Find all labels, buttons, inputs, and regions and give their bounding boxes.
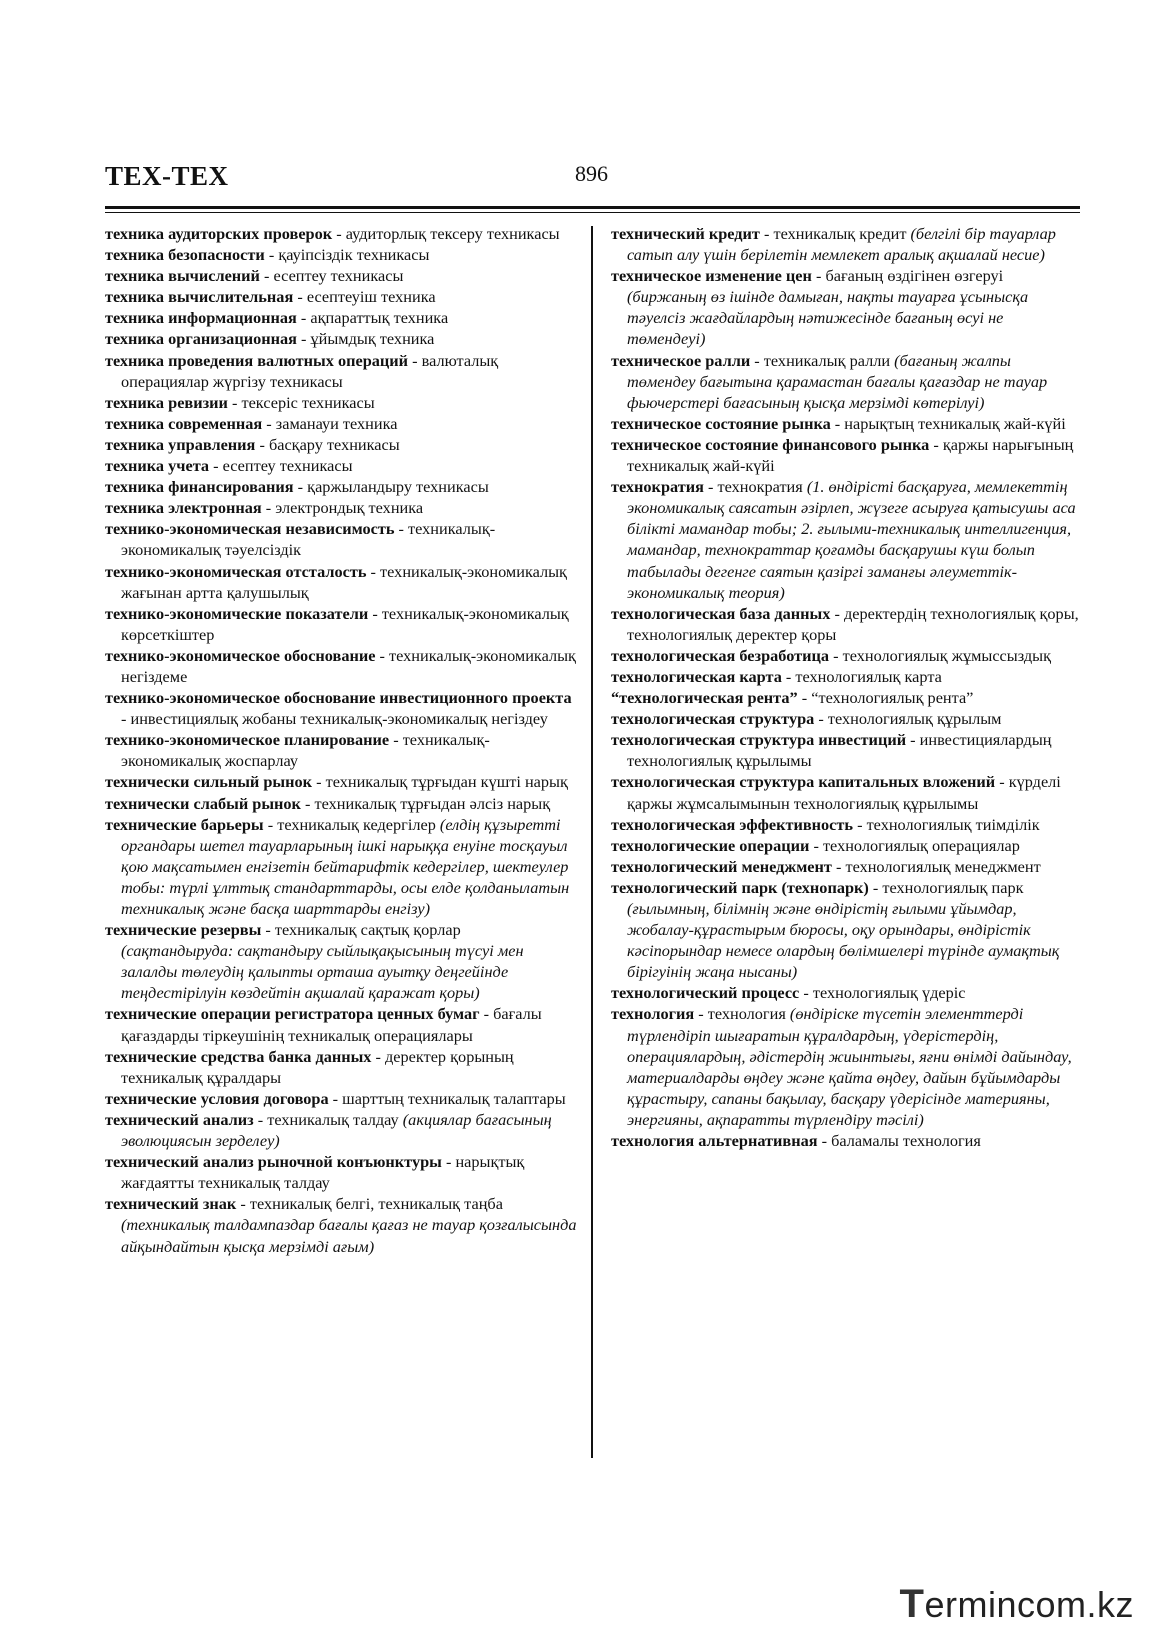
dictionary-entry: технико-экономическое планирование - техникалық-экономикалық жоспарлау bbox=[105, 730, 490, 771]
entry-translation: техникалық кредит bbox=[773, 224, 907, 243]
entry-term: техническое ралли bbox=[611, 350, 751, 370]
entry-translation: техникалық ралли bbox=[763, 350, 891, 370]
entry-term: техника безопасности bbox=[105, 245, 265, 265]
dictionary-entry: техника аудиторских проверок - аудиторлық тексеру техникасы bbox=[105, 224, 560, 243]
entry-term: технико-экономическое обоснование bbox=[105, 645, 376, 665]
entry-note: (техникалық талдампаздар бағалы қағаз не тауар қозғалысында айқындайтын қысқа мерзімді ағым) bbox=[121, 1215, 577, 1256]
dictionary-entry: технологические операции - технологиялық операциялар bbox=[611, 835, 1020, 855]
dictionary-entry: техника информационная - ақпараттық техника bbox=[105, 308, 449, 328]
entry-term: технологическая база данных bbox=[611, 603, 831, 623]
page-header bbox=[105, 155, 1080, 215]
entry-note: (белгілі бір тауарлар сатып алу үшін берілетін мемлекет аралық ақшалай несие) bbox=[627, 224, 1056, 265]
entry-translation: технологиялық тиімділік bbox=[866, 814, 1040, 834]
dictionary-entry: “технологическая рента” - “технологиялық рента” bbox=[611, 688, 974, 708]
entry-translation: аудиторлық тексеру техникасы bbox=[345, 224, 560, 243]
dictionary-entry: технические резервы - техникалық сақтық қорлар (сақтандыруда: сақтандыру сыйлықақысының түсуі мен залалды төлеудің қалыпты орташа ауытқу деңгейінде теңдестірілуін көздейтін ақшалай қаражат қоры) bbox=[105, 920, 524, 1003]
entry-note: (акциялар бағасының эволюциясын зерделеу) bbox=[121, 1109, 552, 1151]
entry-translation: техникалық-экономикалық көрсеткіштер bbox=[121, 603, 569, 644]
entry-translation: қаржыландыру техникасы bbox=[307, 477, 489, 497]
watermark-logo-mark: T bbox=[899, 1582, 925, 1626]
entry-term: технико-экономическая отсталость bbox=[105, 561, 367, 581]
entry-term: технологическая структура bbox=[611, 709, 815, 729]
dictionary-entry: технический анализ - техникалық талдау (акциялар бағасының эволюциясын зерделеу) bbox=[105, 1109, 552, 1151]
running-head: ТЕХ-ТЕХ bbox=[105, 161, 229, 191]
dictionary-entry: технически слабый рынок - техникалық тұрғыдан әлсіз нарық bbox=[105, 793, 551, 813]
dictionary-entry: техническое ралли - техникалық ралли (бағаның жалпы төмендеу бағытына қарамастан бағалы қағаздар не тауар фьючерстері бағасының қысқа мерзімді көтерілуі) bbox=[611, 350, 1048, 412]
entry-term: технология альтернативная bbox=[611, 1131, 818, 1151]
entry-translation: техникалық-экономикалық жоспарлау bbox=[121, 730, 490, 771]
entry-translation: технология bbox=[707, 1004, 786, 1024]
entry-term: технические резервы bbox=[105, 920, 262, 940]
left-column bbox=[105, 223, 577, 1257]
header-rule bbox=[105, 206, 1080, 209]
dictionary-entry: техника проведения валютных операций - валюталық операциялар жүргізу техникасы bbox=[105, 350, 499, 391]
entry-term: техника проведения валютных операций bbox=[105, 350, 409, 370]
entry-translation: технократия bbox=[717, 477, 803, 497]
entry-translation: қаржы нарығының техникалық жай-күйі bbox=[627, 434, 1074, 476]
entry-translation: қауіпсіздік техникасы bbox=[278, 245, 430, 265]
dictionary-entry: техническое состояние финансового рынка - қаржы нарығының техникалық жай-күйі bbox=[611, 434, 1074, 476]
entry-translation: техникалық талдау bbox=[267, 1109, 399, 1129]
entry-note: (өндіріске түсетін элементтерді түрлендіріп шығаратын құралдардың, үдерістердің, операциялардың, әдістердің жиынтығы, яғни өнімді дайындау, материалдарды өңдеу және қайта өңдеу, дайын бұйымдарды құрастыру, сапаны бақылау, басқару үдерісінде материяны, энергияны, ақпаратты түрлендіру тәсілі) bbox=[627, 1004, 1072, 1129]
entry-term: технические средства банка данных bbox=[105, 1046, 372, 1066]
entry-term: технологический парк (технопарк) bbox=[611, 877, 869, 897]
dictionary-entry: технически сильный рынок - техникалық тұрғыдан күшті нарық bbox=[105, 772, 568, 792]
entry-translation: есептеу техникасы bbox=[222, 456, 353, 476]
entry-translation: бағалы қағаздарды тіркеушінің техникалық операциялары bbox=[121, 1004, 542, 1045]
entry-translation: техникалық тұрғыдан күшті нарық bbox=[325, 772, 568, 792]
entry-translation: басқару техникасы bbox=[268, 434, 400, 454]
right-column bbox=[611, 223, 1081, 1151]
dictionary-entry: технологическая карта - технологиялық карта bbox=[611, 666, 942, 686]
entry-translation: технологиялық жұмыссыздық bbox=[842, 645, 1051, 665]
entry-term: технически слабый рынок bbox=[105, 793, 301, 813]
dictionary-entry: техника безопасности - қауіпсіздік техникасы bbox=[105, 245, 430, 265]
entry-translation: технологиялық карта bbox=[795, 666, 942, 686]
entry-term: технологическая карта bbox=[611, 666, 782, 686]
dictionary-entry: технические средства банка данных - деректер қорының техникалық құралдары bbox=[105, 1046, 514, 1087]
entry-note: (биржаның өз ішінде дамыған, нақты тауарға ұсынысқа тәуелсіз жағдайлардың нәтижесінде бағаның өсуі не төмендеуі) bbox=[627, 287, 1029, 349]
entry-term: техника информационная bbox=[105, 308, 297, 328]
entry-term: технические барьеры bbox=[105, 814, 264, 834]
header-rule-thin bbox=[105, 212, 1080, 213]
entry-term: технико-экономическая независимость bbox=[105, 519, 395, 539]
entry-term: технический анализ bbox=[105, 1109, 254, 1129]
entry-translation: бағаның өздігінен өзгеруі bbox=[825, 266, 1004, 286]
entry-term: “технологическая рента” bbox=[611, 688, 798, 708]
entry-term: техническое состояние финансового рынка bbox=[611, 434, 930, 454]
entry-term: технологическая структура инвестиций bbox=[611, 730, 907, 750]
entry-term: техническое изменение цен bbox=[611, 266, 812, 286]
dictionary-entry: технологический менеджмент - технологиялық менеджмент bbox=[611, 856, 1041, 876]
entry-term: техническое состояние рынка bbox=[611, 413, 831, 433]
entry-translation: технологиялық менеджмент bbox=[845, 856, 1041, 876]
entry-translation: технологиялық операциялар bbox=[822, 835, 1020, 855]
entry-term: техника современная bbox=[105, 413, 263, 433]
dictionary-entry: технократия - технократия (1. өндірісті басқаруға, мемлекеттің экономикалық саясатын әзірлеп, жүзеге асыруға қатысушы аса білікті мамандар тобы; 2. ғылыми-техникалық интеллигенция, мамандар, технократтар қоғамды басқарушы күш болып табылады дегенге саятын қазіргі заманғы әлеуметтік-экономикалық теория) bbox=[611, 477, 1076, 602]
entry-term: технологические операции bbox=[611, 835, 810, 855]
dictionary-entry: технический кредит - техникалық кредит (белгілі бір тауарлар сатып алу үшін берілетін мемлекет аралық ақшалай несие) bbox=[611, 224, 1056, 265]
entry-term: техника учета bbox=[105, 456, 210, 476]
site-watermark[interactable] bbox=[900, 1582, 1134, 1627]
entry-translation: техникалық кедергілер bbox=[277, 814, 436, 834]
entry-note: (бағаның жалпы төмендеу бағытына қарамастан бағалы қағаздар не тауар фьючерстері бағасының қысқа мерзімді көтерілуі) bbox=[627, 350, 1048, 412]
entry-translation: есептеу техникасы bbox=[273, 266, 404, 286]
dictionary-entry: технико-экономическая независимость - техникалық-экономикалық тәуелсіздік bbox=[105, 519, 496, 560]
dictionary-entry: технико-экономическая отсталость - техникалық-экономикалық жағынан артта қалушылық bbox=[105, 561, 567, 602]
dictionary-entry: технологический парк (технопарк) - технологиялық парк (ғылымның, білімнің және өндірістің ғылыми ұйымдар, жобалау-құрастырым бюросы, оқу орындары, өндірістік кәсіпорындар немесе олардың бөлімшелері түрінде аумақтық бірігуінің жаңа нысаны) bbox=[611, 877, 1060, 982]
entry-term: техника финансирования bbox=[105, 477, 294, 497]
entry-translation: шарттың техникалық талаптары bbox=[342, 1088, 566, 1108]
dictionary-entry: технологическая безработица - технологиялық жұмыссыздық bbox=[611, 645, 1051, 665]
entry-term: техника управления bbox=[105, 434, 256, 454]
dictionary-entry: техника электронная - электрондық техника bbox=[105, 498, 424, 518]
entry-note: (елдің құзыретті органдары шетел тауарларының ішкі нарыққа енуіне тосқауыл қою мақсатымен енгізетін бейтарифтік кедергілер, шектеулер тобы: түрлі ұлттық стандарттарды, осы елде қолданылатын техникалық және басқа шарттарды енгізу) bbox=[121, 814, 570, 918]
entry-note: (сақтандыруда: сақтандыру сыйлықақысының түсуі мен залалды төлеудің қалыпты орташа ауытқу деңгейінде теңдестірілуін көздейтін ақшалай қаражат қоры) bbox=[121, 941, 524, 1003]
column-divider bbox=[591, 226, 593, 1458]
entry-term: технико-экономические показатели bbox=[105, 603, 369, 623]
entry-translation: техникалық-экономикалық жағынан артта қалушылық bbox=[121, 561, 567, 602]
entry-translation: электрондық техника bbox=[275, 498, 424, 518]
dictionary-entry: технические условия договора - шарттың техникалық талаптары bbox=[105, 1088, 566, 1108]
dictionary-entry: техника современная - заманауи техника bbox=[105, 413, 398, 433]
entry-term: технократия bbox=[611, 477, 704, 497]
dictionary-entry: технология альтернативная - баламалы технология bbox=[611, 1131, 981, 1151]
entry-note: (ғылымның, білімнің және өндірістің ғылыми ұйымдар, жобалау-құрастырым бюросы, оқу орындары, өндірістік кәсіпорындар немесе олардың бөлімшелері түрінде аумақтық бірігуінің жаңа нысаны) bbox=[627, 899, 1060, 982]
dictionary-entry: техника вычислительная - есептеуіш техника bbox=[105, 287, 436, 307]
dictionary-entry: техника финансирования - қаржыландыру техникасы bbox=[105, 477, 489, 497]
entry-term: технические условия договора bbox=[105, 1088, 329, 1108]
entry-term: технологическая эффективность bbox=[611, 814, 853, 834]
entry-translation: нарықтық жағдаятты техникалық талдау bbox=[121, 1152, 525, 1193]
entry-translation: күрделі қаржы жұмсалымынын технологиялық құрылымы bbox=[627, 772, 1061, 813]
dictionary-entry: технико-экономические показатели - техникалық-экономикалық көрсеткіштер bbox=[105, 603, 569, 644]
entry-translation: валюталық операциялар жүргізу техникасы bbox=[121, 350, 499, 391]
dictionary-entry: технико-экономическое обоснование инвестиционного проекта - инвестициялық жобаны техникалық-экономикалық негіздеу bbox=[105, 688, 572, 729]
entry-term: техника организационная bbox=[105, 329, 297, 349]
entry-term: технологическая безработица bbox=[611, 645, 830, 665]
dictionary-entry: технология - технология (өндіріске түсетін элементтерді түрлендіріп шығаратын құралдардың, үдерістердің, операциялардың, әдістердің жиынтығы, яғни өнімді дайындау, материалдарды өңдеу және қайта өңдеу, дайын бұйымдарды құрастыру, сапаны бақылау, басқару үдерісінде материяны, энергияны, ақпаратты түрлендіру тәсілі) bbox=[611, 1004, 1072, 1129]
entry-note: (1. өндірісті басқаруға, мемлекеттің экономикалық саясатын әзірлеп, жүзеге асыруға қатысушы аса білікті мамандар тобы; 2. ғылыми-техникалық интеллигенция, мамандар, технократтар қоғамды басқарушы күш болып табылады дегенге саятын қазіргі заманғы әлеуметтік-экономикалық теория) bbox=[627, 477, 1076, 602]
entry-term: технико-экономическое обоснование инвестиционного проекта bbox=[105, 688, 572, 708]
dictionary-entry: технико-экономическое обоснование - техникалық-экономикалық негіздеме bbox=[105, 645, 576, 686]
entry-translation: техникалық сақтық қорлар bbox=[274, 920, 461, 940]
entry-translation: заманауи техника bbox=[275, 413, 398, 433]
entry-translation: есептеуіш техника bbox=[306, 287, 436, 307]
dictionary-entry: технологический процесс - технологиялық үдеріс bbox=[611, 983, 966, 1003]
entry-translation: ақпараттық техника bbox=[310, 308, 449, 328]
entry-translation: деректердің технологиялық қоры, технологиялық деректер қоры bbox=[627, 603, 1079, 644]
entry-translation: техникалық тұрғыдан әлсіз нарық bbox=[314, 793, 551, 813]
dictionary-entry: техника управления - басқару техникасы bbox=[105, 434, 400, 454]
entry-term: технические операции регистратора ценных бумаг bbox=[105, 1004, 480, 1024]
entry-translation: технологиялық парк bbox=[882, 877, 1024, 897]
dictionary-entry: технологическая база данных - деректердің технологиялық қоры, технологиялық деректер қоры bbox=[611, 603, 1079, 644]
entry-translation: технологиялық үдеріс bbox=[812, 983, 966, 1003]
entry-translation: технологиялық құрылым bbox=[827, 709, 1002, 729]
dictionary-entry: техника вычислений - есептеу техникасы bbox=[105, 266, 404, 286]
entry-term: технология bbox=[611, 1004, 695, 1024]
entry-translation: техникалық белгі, техникалық таңба bbox=[249, 1194, 503, 1214]
entry-term: технически сильный рынок bbox=[105, 772, 313, 792]
dictionary-entry: техника организационная - ұйымдық техника bbox=[105, 329, 435, 349]
watermark-text: ermincom.kz bbox=[924, 1584, 1134, 1625]
dictionary-entry: технологическая эффективность - технологиялық тиімділік bbox=[611, 814, 1040, 834]
entry-translation: техникалық-экономикалық тәуелсіздік bbox=[121, 519, 496, 560]
entry-term: технико-экономическое планирование bbox=[105, 730, 390, 750]
page-number: 896 bbox=[575, 161, 608, 186]
entry-term: технологический менеджмент bbox=[611, 856, 832, 876]
entry-translation: нарықтың техникалық жай-күйі bbox=[844, 413, 1066, 433]
dictionary-entry: технический анализ рыночной конъюнктуры - нарықтық жағдаятты техникалық талдау bbox=[105, 1152, 525, 1193]
entry-translation: баламалы технология bbox=[831, 1131, 981, 1151]
entry-term: технический кредит bbox=[611, 224, 760, 243]
entry-term: технический знак bbox=[105, 1194, 237, 1214]
dictionary-entry: технологическая структура капитальных вложений - күрделі қаржы жұмсалымынын технологиялық құрылымы bbox=[611, 772, 1061, 813]
entry-translation: деректер қорының техникалық құралдары bbox=[121, 1046, 514, 1087]
entry-term: технологический процесс bbox=[611, 983, 800, 1003]
entry-translation: инвестициялардың технологиялық құрылымы bbox=[627, 730, 1052, 771]
entry-translation: “технологиялық рента” bbox=[811, 688, 974, 708]
dictionary-entry: технологическая структура инвестиций - инвестициялардың технологиялық құрылымы bbox=[611, 730, 1052, 771]
dictionary-entry: техническое состояние рынка - нарықтың техникалық жай-күйі bbox=[611, 413, 1066, 433]
entry-translation: инвестициялық жобаны техникалық-экономикалық негіздеу bbox=[130, 709, 548, 729]
dictionary-entry: технический знак - техникалық белгі, техникалық таңба (техникалық талдампаздар бағалы қағаз не тауар қозғалысында айқындайтын қысқа мерзімді ағым) bbox=[105, 1194, 577, 1256]
entry-translation: ұйымдық техника bbox=[310, 329, 435, 349]
entry-term: техника аудиторских проверок bbox=[105, 224, 333, 243]
entry-translation: тексеріс техникасы bbox=[241, 392, 375, 412]
dictionary-entry: техника ревизии - тексеріс техникасы bbox=[105, 392, 375, 412]
entry-term: техника электронная bbox=[105, 498, 262, 518]
dictionary-entry: технические барьеры - техникалық кедергілер (елдің құзыретті органдары шетел тауарларының ішкі нарыққа енуіне тосқауыл қою мақсатымен енгізетін бейтарифтік кедергілер, шектеулер тобы: түрлі ұлттық стандарттарды, осы елде қолданылатын техникалық және басқа шарттарды енгізу) bbox=[105, 814, 570, 918]
entry-term: техника вычислительная bbox=[105, 287, 294, 307]
entry-term: технический анализ рыночной конъюнктуры bbox=[105, 1152, 442, 1172]
entry-term: техника вычислений bbox=[105, 266, 260, 286]
dictionary-entry: техника учета - есептеу техникасы bbox=[105, 456, 353, 476]
dictionary-entry: техническое изменение цен - бағаның өздігінен өзгеруі (биржаның өз ішінде дамыған, нақты тауарға ұсынысқа тәуелсіз жағдайлардың нәтижесінде бағаның өсуі не төмендеуі) bbox=[611, 266, 1029, 349]
entry-translation: техникалық-экономикалық негіздеме bbox=[121, 645, 576, 686]
entry-term: технологическая структура капитальных вложений bbox=[611, 772, 996, 792]
entry-term: техника ревизии bbox=[105, 392, 228, 412]
dictionary-entry: технические операции регистратора ценных бумаг - бағалы қағаздарды тіркеушінің техникалық операциялары bbox=[105, 1004, 542, 1045]
dictionary-entry: технологическая структура - технологиялық құрылым bbox=[611, 709, 1002, 729]
